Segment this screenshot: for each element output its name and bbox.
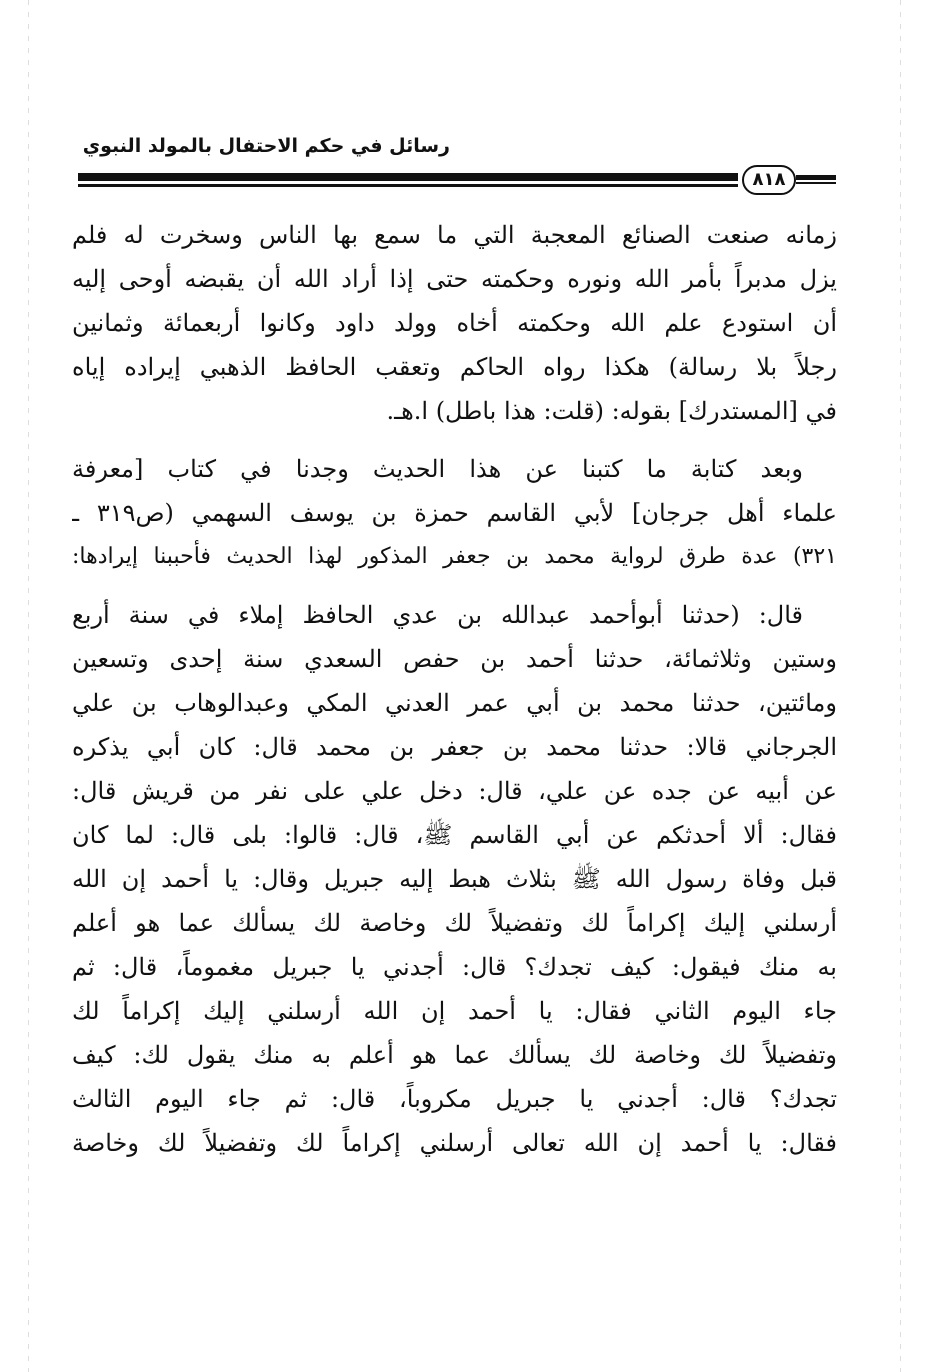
text-line: به منك فيقول: كيف تجدك؟ قال: أجدني يا جبريل مغموماً، قال: ثم — [72, 953, 837, 981]
text-line: فقال: ألا أحدثكم عن أبي القاسم ﷺ، قال: قالوا: بلى قال: لما كان — [72, 821, 837, 849]
paragraph — [72, 447, 837, 579]
text-line: أن استودع علم الله وحكمته أخاه وولد داود وكانوا أربعمائة وثمانين — [72, 309, 837, 337]
text-line: عن أبيه عن جده عن علي، قال: دخل علي على نفر من قريش قال: — [72, 777, 837, 805]
running-header-title: رسائل في حكم الاحتفال بالمولد النبوي — [82, 135, 450, 157]
text-line: فقال: يا أحمد إن الله تعالى أرسلني إكراماً لك وتفضيلاً لك وخاصة — [72, 1129, 837, 1157]
text-line: وستين وثلاثمائة، حدثنا أحمد بن حفص السعدي سنة إحدى وتسعين — [72, 645, 837, 673]
text-line: في [المستدرك] بقوله: (قلت: هذا باطل) ا.هـ. — [386, 397, 837, 425]
text-line: الجرجاني قالا: حدثنا محمد بن جعفر بن محمد قال: كان أبي يذكره — [72, 733, 837, 761]
text-line: جاء اليوم الثاني فقال: يا أحمد إن الله أرسلني إليك إكراماً لك — [72, 997, 837, 1025]
text-line: يزل مدبراً بأمر الله ونوره وحكمته حتى إذا أراد الله أن يقبضه أوحى إليه — [72, 265, 837, 293]
text-line: ٣٢١) عدة طرق لرواية محمد بن جعفر المذكور لهذا الحديث فأحببنا إيرادها: — [72, 544, 837, 569]
header-double-rule-end — [796, 175, 836, 184]
paragraph — [72, 593, 837, 1165]
header-double-rule — [78, 173, 738, 187]
text-line: ومائتين، حدثنا محمد بن أبي عمر العدني المكي وعبدالوهاب بن علي — [72, 689, 837, 717]
paragraph — [72, 213, 837, 433]
text-line: رجلاً بلا رسالة) هكذا رواه الحاكم وتعقب الحافظ الذهبي إيراده إياه — [72, 353, 837, 381]
text-line: علماء أهل جرجان] لأبي القاسم حمزة بن يوسف السهمي (ص٣١٩ ـ — [72, 499, 837, 527]
text-line: وبعد كتابة ما كتبنا عن هذا الحديث وجدنا في كتاب [معرفة — [72, 455, 803, 483]
scan-edge-dots — [28, 0, 29, 1372]
text-line: وتفضيلاً لك وخاصة لك يسألك عما هو أعلم به منك يقول لك: كيف — [72, 1041, 837, 1069]
page-number-badge: ٨١٨ — [742, 165, 796, 195]
text-line: قبل وفاة رسول الله ﷺ بثلاث هبط إليه جبريل وقال: يا أحمد إن الله — [72, 865, 837, 893]
scan-edge-dots — [900, 0, 901, 1372]
text-line: قال: (حدثنا أبوأحمد عبدالله بن عدي الحافظ إملاء في سنة أربع — [72, 601, 803, 629]
text-line: أرسلني إليك إكراماً لك وتفضيلاً لك وخاصة لك يسألك عما هو أعلم — [72, 909, 837, 937]
text-line: تجدك؟ قال: أجدني يا جبريل مكروباً، قال: ثم جاء اليوم الثالث — [72, 1085, 837, 1113]
text-line: زمانه صنعت الصنائع المعجبة التي ما سمع بها الناس وسخرت له فلم — [72, 221, 837, 249]
body-text — [72, 213, 837, 1165]
